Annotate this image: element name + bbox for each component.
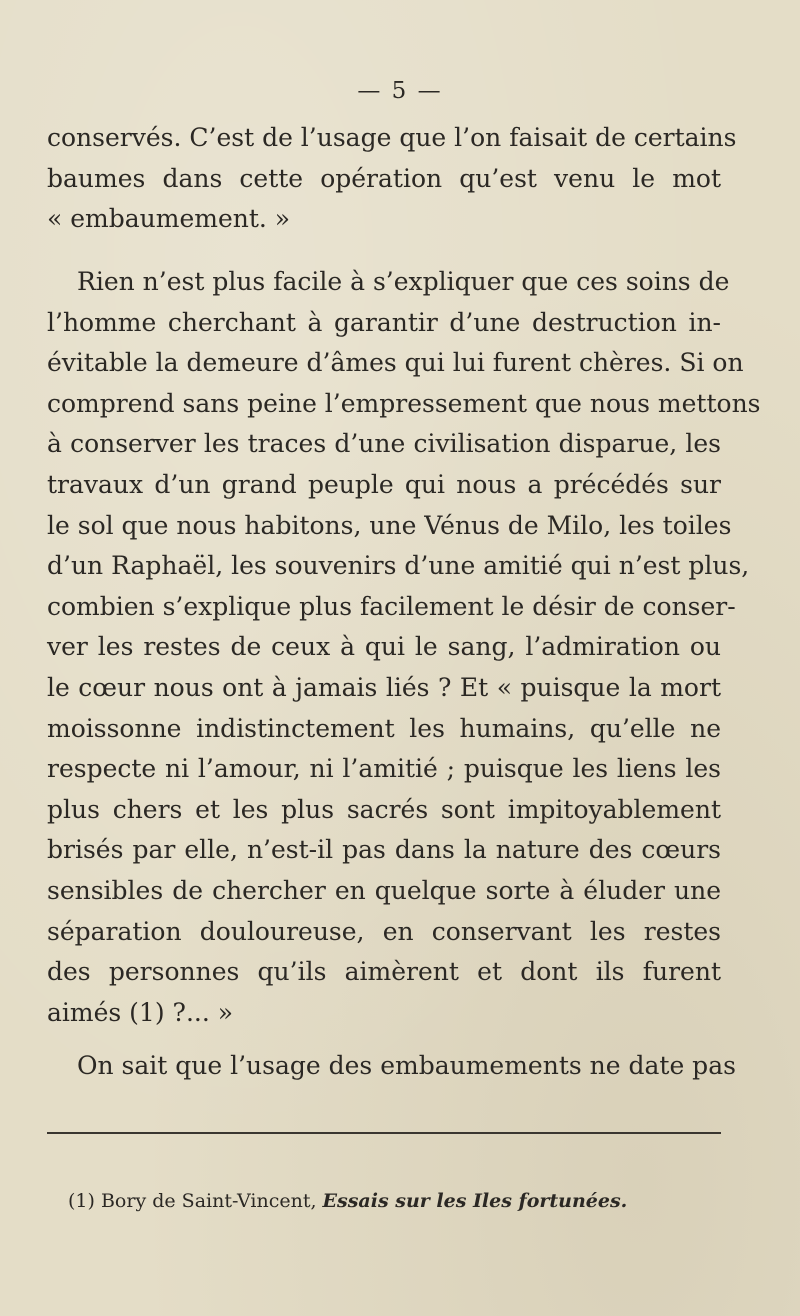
footnote — [68, 1190, 627, 1212]
text-line: aimés (1) ?... » — [47, 997, 234, 1027]
text-line: à conserver les traces d’une civilisation disparue, les — [47, 429, 721, 459]
text-line: Rien n’est plus facile à s’expliquer que ces soins de — [77, 267, 730, 296]
text-line: le cœur nous ont à jamais liés ? Et « puisque la mort — [47, 672, 721, 702]
text-line: sensibles de chercher en quelque sorte à éluder une — [47, 875, 721, 905]
text-line: travaux d’un grand peuple qui nous a précédés sur — [47, 469, 721, 499]
text-line: combien s’explique plus facilement le désir de conser- — [47, 591, 736, 621]
text-line: « embaumement. » — [47, 204, 291, 234]
paragraph-3 — [47, 1046, 736, 1087]
paragraph-1 — [47, 118, 737, 240]
text-line: moissonne indistinctement les humains, qu’elle ne — [47, 713, 721, 743]
text-line: plus chers et les plus sacrés sont impitoyablement — [47, 794, 721, 824]
text-line: conservés. C’est de l’usage que l’on faisait de certains — [47, 123, 737, 152]
text-line: respecte ni l’amour, ni l’amitié ; puisque les liens les — [47, 754, 721, 784]
page-number: — 5 — — [357, 78, 443, 104]
text-line: des personnes qu’ils aimèrent et dont ils furent — [47, 957, 721, 987]
footnote-title: Essais sur les Iles fortunées. — [322, 1190, 628, 1212]
text-line: brisés par elle, n’est-il pas dans la nature des cœurs — [47, 835, 721, 865]
text-line: comprend sans peine l’empressement que nous mettons — [47, 388, 761, 418]
text-line: On sait que l’usage des embaumements ne date pas — [77, 1051, 736, 1080]
text-line: ver les restes de ceux à qui le sang, l’admiration ou — [47, 632, 721, 662]
text-line: l’homme cherchant à garantir d’une destruction in- — [47, 307, 721, 337]
text-line: le sol que nous habitons, une Vénus de Milo, les toiles — [47, 510, 732, 540]
text-line: d’un Raphaël, les souvenirs d’une amitié qui n’est plus, — [47, 551, 750, 581]
footnote-divider — [47, 1132, 721, 1134]
text-line: baumes dans cette opération qu’est venu le mot — [47, 163, 721, 193]
paragraph-2 — [47, 262, 761, 1033]
text-line: évitable la demeure d’âmes qui lui furent chères. Si on — [47, 348, 744, 378]
footnote-author: Bory de Saint-Vincent, — [100, 1190, 317, 1212]
text-line: séparation douloureuse, en conservant les restes — [47, 916, 721, 946]
footnote-marker: (1) — [68, 1190, 95, 1212]
